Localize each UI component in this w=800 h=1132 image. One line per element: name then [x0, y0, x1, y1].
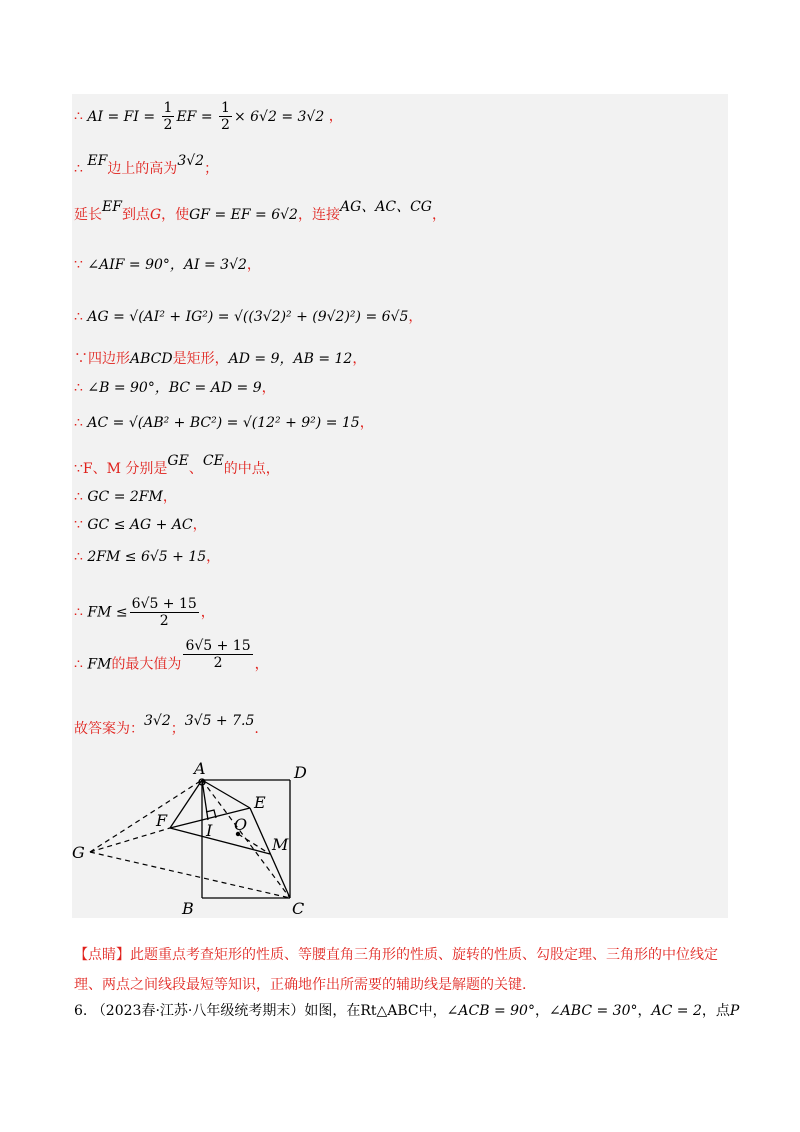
math-expression: ∠B = 90°，BC = AD = 9 [87, 380, 262, 396]
math-inline: P [729, 1003, 740, 1019]
because-symbol: ∵ [74, 351, 88, 367]
punctuation: ， [359, 415, 374, 431]
solution-line-3 [74, 199, 446, 224]
segment-AI [202, 780, 208, 820]
fraction-numerator: 6√5 + 15 [185, 638, 251, 654]
math-inline: EF [102, 199, 122, 215]
math-inline: 3√2 [144, 713, 171, 729]
punctuation: ， [162, 489, 177, 505]
text-run: 、 [188, 461, 203, 477]
math-expression: FM ≤ [87, 604, 128, 621]
solution-line-5 [74, 306, 422, 326]
therefore-symbol: ∴ [74, 108, 83, 125]
solution-line-15 [74, 713, 259, 738]
fraction [162, 100, 175, 133]
punctuation: ， [431, 207, 446, 223]
therefore-symbol: ∴ [74, 380, 83, 396]
math-inline: Rt△ABC [360, 1003, 419, 1019]
punctuation: ， [200, 604, 215, 621]
solution-line-10 [74, 486, 177, 506]
text-run: ， [637, 1003, 652, 1019]
solution-line-9 [74, 453, 280, 478]
math-inline: CE [202, 453, 224, 469]
text-run: F、M 分别是 [82, 461, 168, 477]
punctuation: ， [328, 108, 343, 125]
because-symbol: ∵ [74, 257, 83, 273]
math-expression: 2FM ≤ 6√5 + 15 [87, 549, 207, 565]
punctuation: ， [408, 309, 423, 325]
text-run: ； [170, 721, 185, 737]
math-inline: 3√2 [177, 153, 205, 169]
punctuation: ， [192, 517, 207, 533]
label-O: O [234, 815, 248, 834]
dashed-segment-GA [90, 780, 202, 852]
fraction-denominator: 2 [213, 655, 223, 671]
dashed-segment-OM [238, 834, 270, 854]
math-part: AI = FI = [87, 108, 160, 125]
segment-AE [202, 780, 250, 808]
label-I: I [206, 821, 213, 840]
note-label: 【点睛】 [74, 947, 130, 963]
text-run: 故答案为： [74, 721, 144, 737]
math-inline: GF = EF = 6√2 [189, 207, 298, 223]
math-part: × 6√2 = 3√2 [233, 108, 325, 125]
text-run: 如图，在 [304, 1003, 361, 1019]
math-inline: EF [87, 153, 108, 169]
punctuation: ， [246, 257, 261, 273]
label-A: A [194, 759, 206, 778]
math-inline: G [149, 207, 162, 223]
note-text: 此题重点考查矩形的性质、等腰直角三角形的性质、旋转的性质、勾股定理、三角形的中位线定理、两点之间线段最短等知识，正确地作出所需要的辅助线是解题的关键. [74, 947, 718, 993]
geometry-figure [70, 758, 310, 918]
math-inline: AG、AC、CG [339, 199, 432, 215]
label-B: B [182, 899, 194, 918]
text-run: 延长 [74, 207, 102, 223]
math-expression: GC ≤ AG + AC [87, 517, 193, 533]
text-run: 是矩形， [172, 351, 229, 367]
therefore-symbol: ∴ [74, 161, 83, 177]
math-inline: GE [167, 453, 189, 469]
text-run: 中， [418, 1003, 447, 1019]
fraction [183, 638, 252, 671]
text-run: ，点 [701, 1003, 730, 1019]
fraction-numerator: 6√5 + 15 [131, 596, 197, 612]
punctuation: ， [261, 380, 276, 396]
label-D: D [294, 763, 307, 782]
math-expression: AC = √(AB² + BC²) = √(12² + 9²) = 15 [87, 415, 360, 431]
math-inline: ∠ABC = 30° [548, 1003, 638, 1019]
text-run: ，连接 [297, 207, 340, 223]
therefore-symbol: ∴ [74, 656, 83, 673]
solution-line-14 [74, 638, 269, 681]
solution-line-1 [74, 100, 343, 133]
math-inline: FM [87, 656, 112, 673]
solution-line-7 [74, 377, 276, 397]
math-expression: AG = √(AI² + IG²) = √((3√2)² + (9√2)²) = 6√5 [87, 309, 409, 325]
solution-line-13 [74, 596, 215, 629]
solution-line-8 [74, 412, 374, 432]
math-expression: GC = 2FM [87, 489, 163, 505]
question-number: 6. [74, 1003, 88, 1019]
fraction-numerator: 1 [163, 100, 173, 116]
because-symbol: ∵ [74, 517, 83, 533]
therefore-symbol: ∴ [74, 489, 83, 505]
punctuation: ， [254, 656, 269, 673]
key-point-note [74, 940, 724, 1000]
text-run: ，使 [161, 207, 190, 223]
fraction-denominator: 2 [221, 117, 230, 133]
solution-line-4 [74, 254, 261, 274]
math-expression [87, 100, 328, 133]
text-run: 边上的高为 [107, 161, 178, 177]
label-M: M [272, 835, 289, 854]
question-source: （2023春·江苏·八年级统考期末） [91, 1003, 305, 1019]
dashed-segment-GC [90, 852, 290, 898]
math-inline: ABCD [130, 351, 173, 367]
math-part: EF = [176, 108, 218, 125]
label-F: F [156, 811, 168, 830]
therefore-symbol: ∴ [74, 415, 83, 431]
text-run: 的最大值为 [111, 656, 182, 673]
therefore-symbol: ∴ [74, 549, 83, 565]
solution-line-6 [74, 348, 366, 368]
therefore-symbol: ∴ [74, 309, 83, 325]
text-run: 四边形 [88, 351, 130, 367]
label-E: E [254, 793, 266, 812]
solution-line-11 [74, 514, 207, 534]
label-C: C [292, 899, 305, 918]
fraction-numerator: 1 [221, 100, 230, 116]
segment-FM [170, 828, 270, 854]
fraction [130, 596, 199, 629]
math-expression: ∠AIF = 90°，AI = 3√2 [87, 257, 247, 273]
punctuation: ； [204, 161, 219, 177]
fraction-denominator: 2 [159, 613, 169, 629]
fraction-denominator: 2 [163, 117, 173, 133]
text-run: ， [534, 1003, 549, 1019]
solution-line-12 [74, 546, 220, 566]
math-inline: AC = 2 [651, 1003, 702, 1019]
therefore-symbol: ∴ [74, 604, 83, 621]
dashed-segment-GF [90, 828, 170, 852]
math-inline: 3√5 + 7.5 [184, 713, 255, 729]
fraction [219, 100, 232, 133]
because-symbol: ∵ [74, 461, 83, 477]
math-expression: AD = 9，AB = 12 [228, 351, 353, 367]
math-inline: ∠ACB = 90° [446, 1003, 535, 1019]
solution-line-2 [74, 153, 219, 178]
punctuation: . [254, 721, 259, 737]
question-6 [74, 1000, 739, 1020]
text-run: 的中点， [223, 461, 280, 477]
punctuation: ， [206, 549, 221, 565]
text-run: 到点 [121, 207, 150, 223]
label-G: G [72, 843, 85, 862]
punctuation: ， [352, 351, 367, 367]
